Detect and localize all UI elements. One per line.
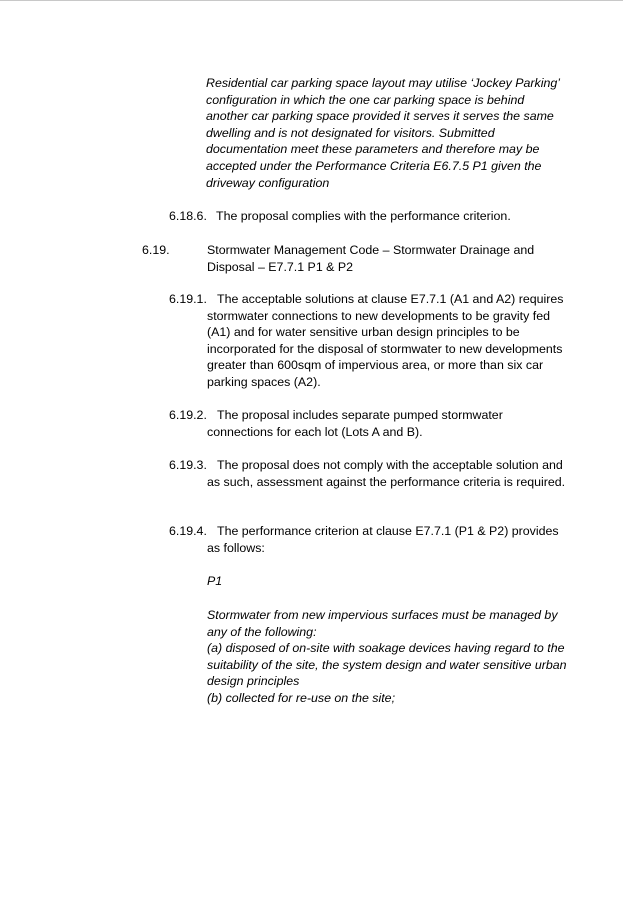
section-6-18-6	[169, 208, 589, 225]
section-6-19-4	[169, 523, 569, 556]
section-text: The acceptable solutions at clause E7.7.1 (A1 and A2) requires stormwater connections to new developments to be gravity fed (A1) and for water sensitive urban design principles to be incorporated for the disposal of stormwater to new developments greater than 600sqm of impervious area, or more than six car parking spaces (A2).	[207, 292, 564, 389]
page-top-border	[0, 0, 623, 1]
section-6-19-1	[169, 291, 569, 391]
section-number: 6.19.4.	[169, 524, 207, 538]
quote-text: Residential car parking space layout may utilise ‘Jockey Parking’ configuration in which the one car parking space is behind another car parking space provided it serves it serves the same dwelling and is not designated for visitors. Submitted documentation meet these parameters and therefore may be accepted under the Performance Criteria E6.7.5 P1 given the driveway configuration	[206, 76, 560, 190]
criterion-intro: Stormwater from new impervious surfaces must be managed by any of the following:	[207, 608, 558, 639]
section-number: 6.18.6.	[169, 209, 207, 223]
section-6-19-3	[169, 457, 569, 490]
section-heading-text: Stormwater Management Code – Stormwater Drainage and Disposal – E7.7.1 P1 & P2	[207, 243, 535, 274]
section-number: 6.19.2.	[169, 408, 207, 422]
section-number: 6.19.3.	[169, 458, 207, 472]
stormwater-criterion-text	[207, 607, 567, 707]
section-text: The proposal complies with the performance criterion.	[216, 209, 511, 223]
jockey-parking-quote	[206, 75, 566, 191]
section-6-19-heading	[142, 242, 582, 275]
criterion-item-a: (a) disposed of on-site with soakage devices having regard to the suitability of the site, the system design and water sensitive urban design principles	[207, 641, 567, 689]
section-text: The proposal includes separate pumped stormwater connections for each lot (Lots A and B).	[207, 408, 503, 439]
section-text: The proposal does not comply with the acceptable solution and as such, assessment against the performance criteria is required.	[207, 458, 566, 489]
criterion-item-b: (b) collected for re-use on the site;	[207, 690, 396, 705]
section-6-19-2	[169, 407, 569, 440]
section-number: 6.19.	[142, 243, 170, 257]
p1-heading: P1	[207, 574, 223, 588]
section-text: The performance criterion at clause E7.7.1 (P1 & P2) provides as follows:	[207, 524, 559, 555]
section-number: 6.19.1.	[169, 292, 207, 306]
